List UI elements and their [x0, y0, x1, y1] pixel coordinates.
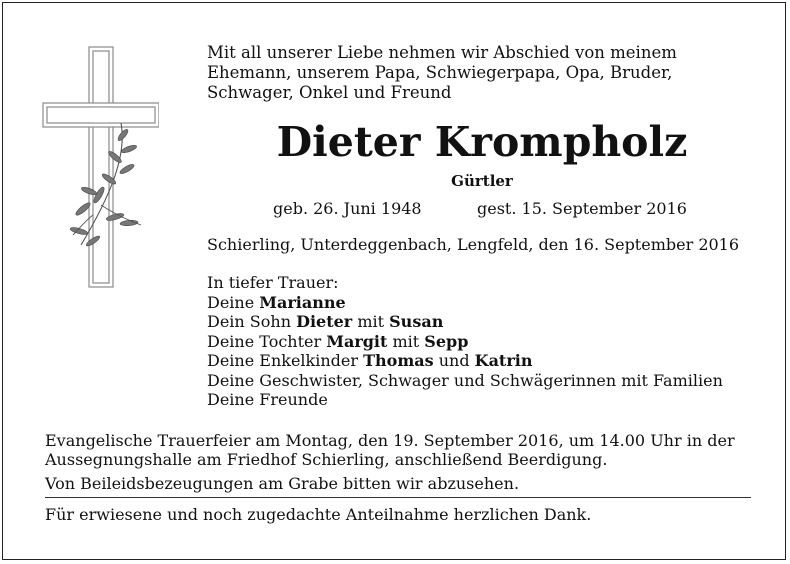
mourner-relation: mit: [387, 331, 425, 351]
mourners-heading: In tiefer Trauer:: [207, 273, 339, 292]
mourner-line: [207, 390, 723, 410]
mourner-name: Katrin: [474, 351, 533, 370]
mourner-relation: Dein Sohn: [207, 312, 297, 331]
mourner-name: Marianne: [259, 292, 346, 312]
place-and-date: Schierling, Unterdeggenbach, Lengfeld, den 16. September 2016: [207, 235, 740, 254]
death-date: gest. 15. September 2016: [477, 199, 687, 218]
intro-text: Mit all unserer Liebe nehmen wir Abschied von meinem Ehemann, unserem Papa, Schwiegerpapa, Opa, Bruder, Schwager, Onkel und Freund: [207, 43, 677, 102]
mourner-relation: Deine Freunde: [207, 390, 328, 409]
mourner-name: Margit: [326, 331, 388, 351]
mourner-relation: Deine Enkelkinder: [207, 351, 364, 370]
deceased-occupation: Gürtler: [451, 172, 513, 190]
deceased-name: Dieter Krompholz: [276, 118, 688, 166]
mourner-name: Dieter: [296, 312, 353, 331]
mourner-relation: mit: [352, 312, 390, 331]
mourner-relation: Deine Tochter: [207, 331, 327, 351]
mourner-line: [207, 332, 723, 352]
condolence-note: Von Beileidsbezeugungen am Grabe bitten wir abzusehen.: [45, 474, 520, 493]
funeral-service-text: Evangelische Trauerfeier am Montag, den 19. September 2016, um 14.00 Uhr in der Aussegnungshalle am Friedhof Schierling, anschließend Beerdigung.: [45, 431, 735, 469]
mourner-name: Thomas: [363, 351, 434, 370]
mourner-line: [207, 312, 723, 332]
thanks-note: Für erwiesene und noch zugedachte Anteilnahme herzlichen Dank.: [45, 505, 592, 524]
mourner-name: Susan: [389, 312, 444, 331]
mourner-line: [207, 293, 723, 313]
mourner-name: Sepp: [424, 331, 469, 351]
mourner-relation: Deine: [207, 292, 260, 312]
mourner-relation: und: [433, 351, 475, 370]
mourner-relation: Deine Geschwister, Schwager und Schwägerinnen mit Familien: [207, 370, 723, 390]
birth-date: geb. 26. Juni 1948: [273, 199, 422, 218]
mourner-lines: [207, 293, 723, 410]
obituary-card: [2, 2, 786, 560]
divider: [45, 497, 751, 498]
mourner-line: [207, 371, 723, 391]
cross-with-olive-branch-icon: [41, 45, 159, 291]
mourners-list: [207, 273, 723, 410]
mourner-line: [207, 351, 723, 371]
